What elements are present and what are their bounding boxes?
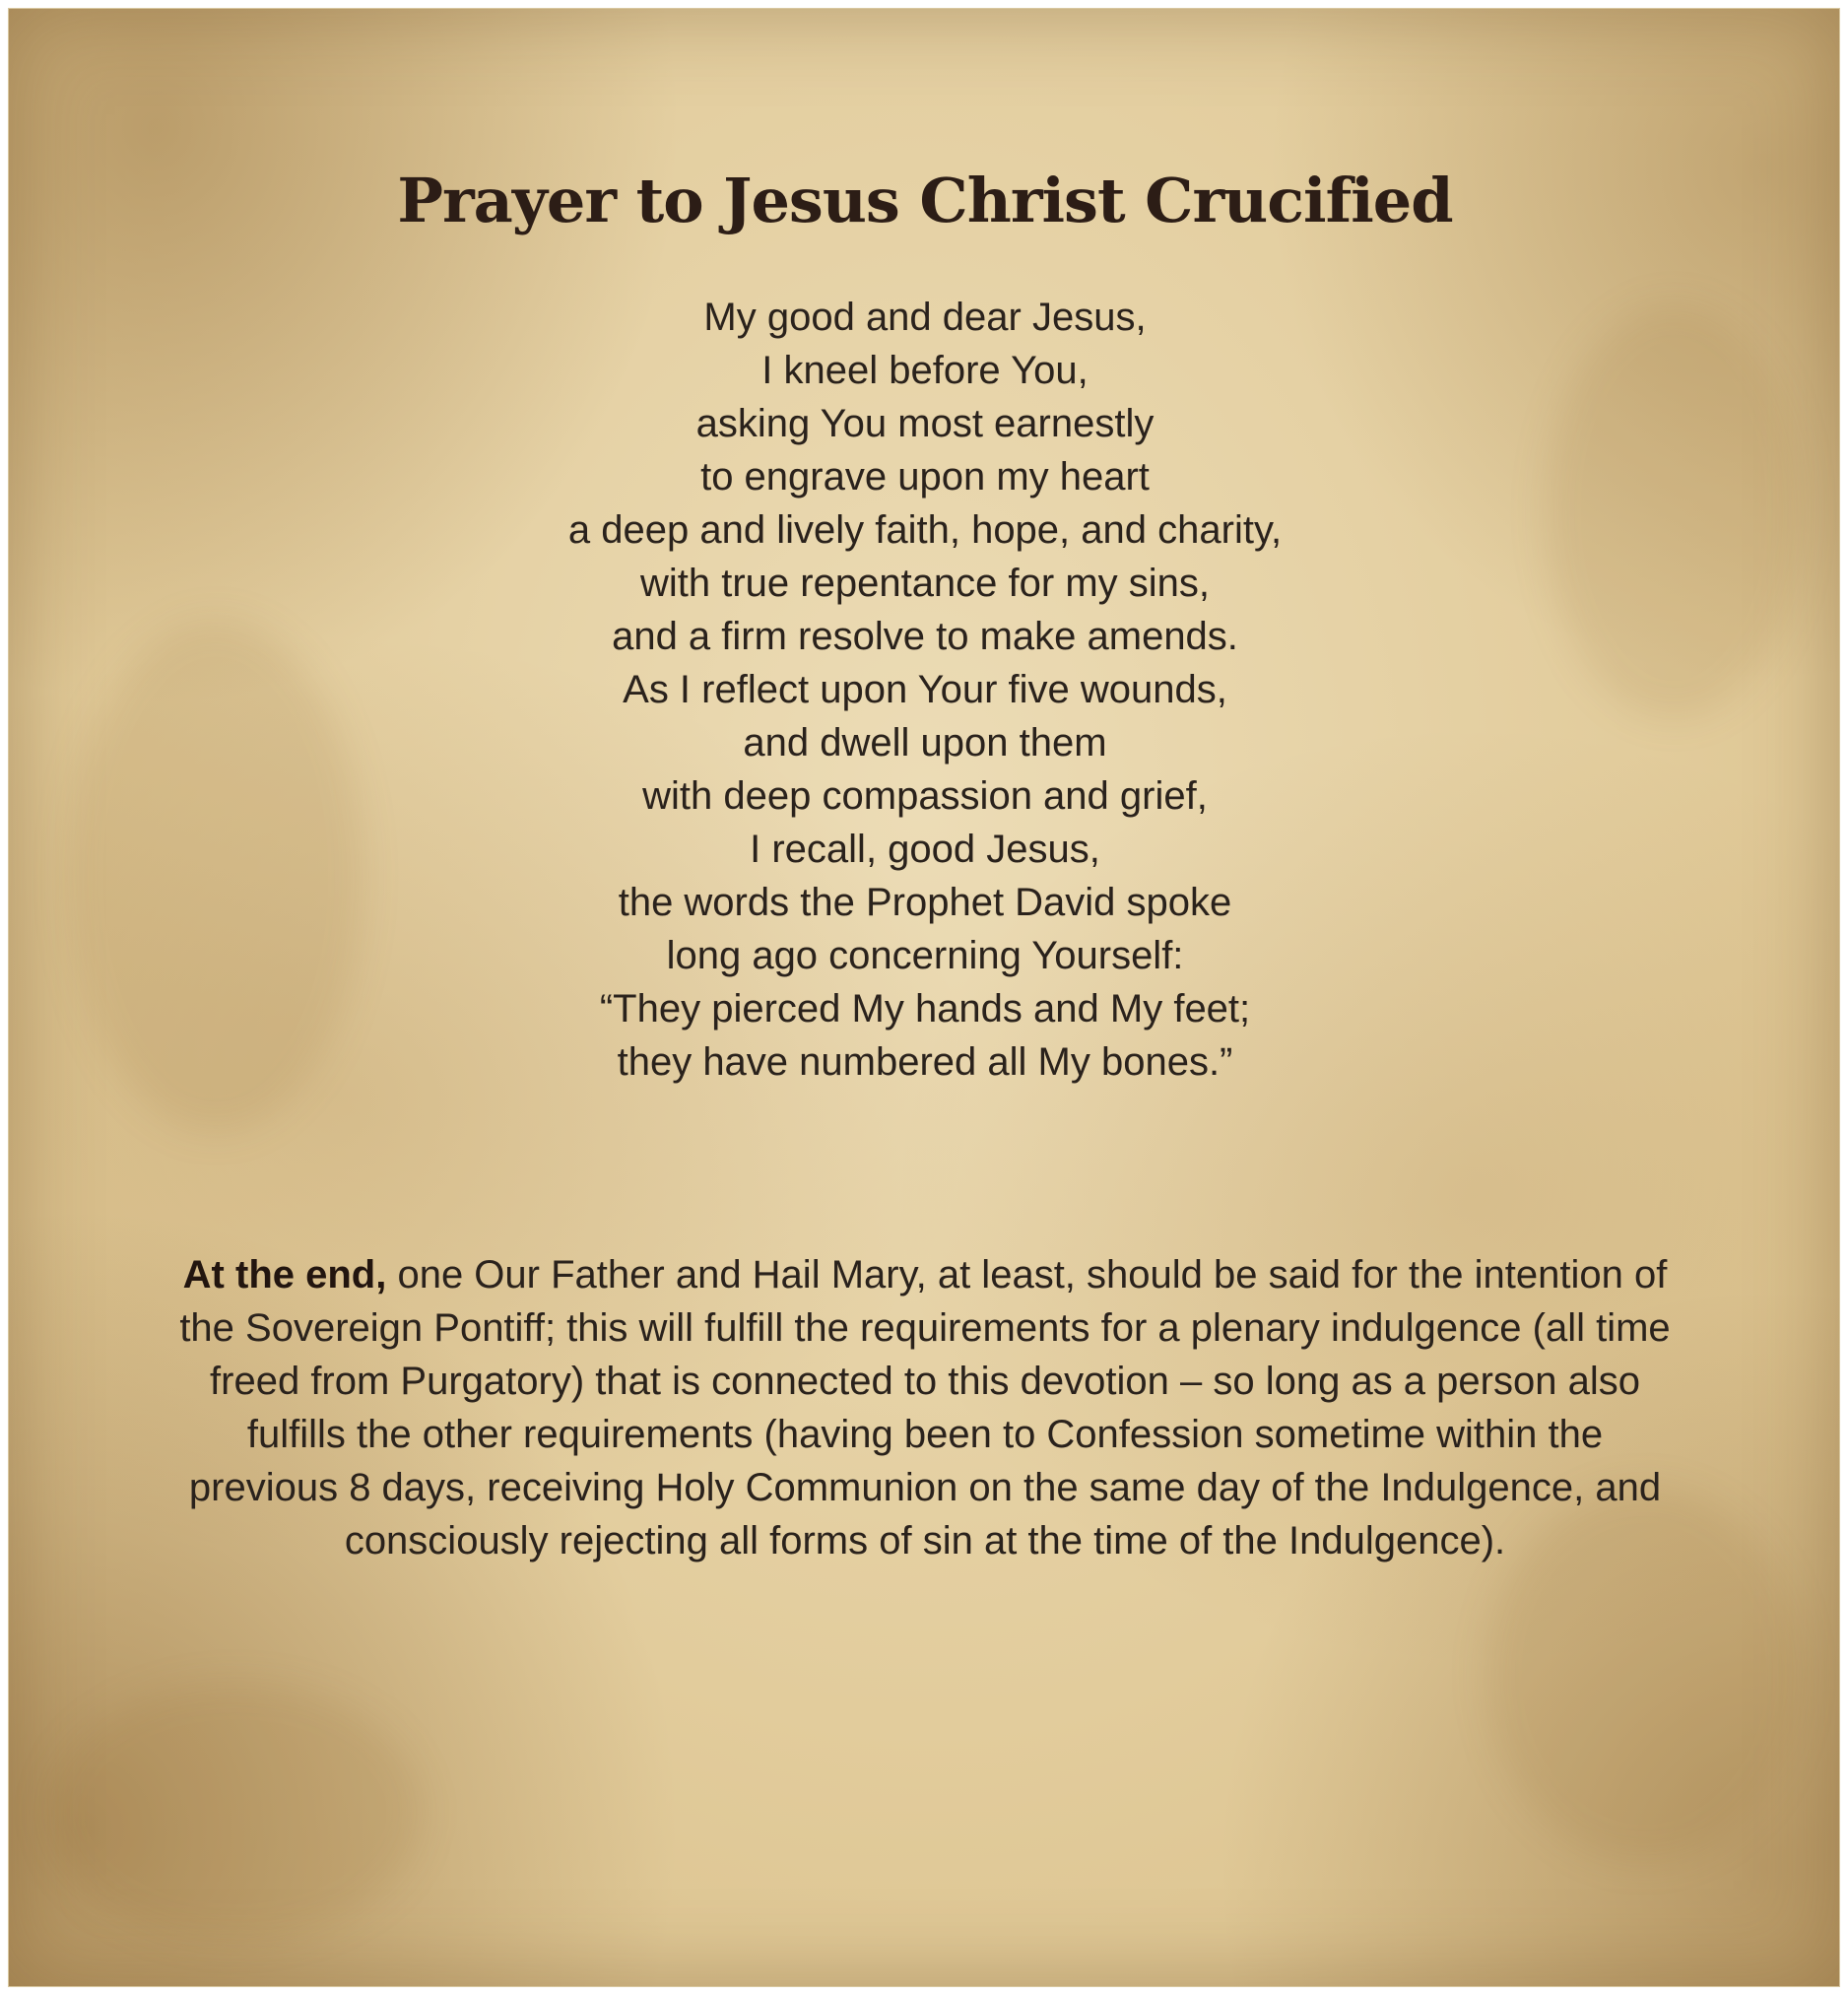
- prayer-line: long ago concerning Yourself:: [666, 934, 1184, 977]
- note-text: one Our Father and Hail Mary, at least, should be said for the intention of the Sovereign Pontiff; this will fulfill the requirements for a plenary indulgence (all time freed from Purgatory) that is connected to this devotion – so long as a person also fulfills the other requirements (having been to Confession sometime within the previous 8 days, receiving Holy Communion on the same day of the Indulgence, and consciously rejecting all forms of sin at the time of the Indulgence).: [179, 1253, 1671, 1563]
- prayer-line: and a firm resolve to make amends.: [612, 615, 1238, 658]
- prayer-line: I kneel before You,: [761, 349, 1089, 392]
- prayer-line: and dwell upon them: [743, 721, 1107, 765]
- page-title: Prayer to Jesus Christ Crucified: [397, 165, 1453, 236]
- prayer-line: they have numbered all My bones.”: [617, 1040, 1233, 1084]
- parchment-page: [8, 8, 1840, 1987]
- prayer-line: a deep and lively faith, hope, and charity,: [567, 508, 1283, 552]
- prayer-line: My good and dear Jesus,: [703, 296, 1147, 339]
- prayer-text: [9, 291, 1841, 1089]
- paper-stain: [48, 1684, 423, 1940]
- prayer-line: with true repentance for my sins,: [639, 562, 1211, 605]
- indulgence-note: [176, 1248, 1674, 1567]
- prayer-line: I recall, good Jesus,: [750, 828, 1100, 871]
- prayer-line: As I reflect upon Your five wounds,: [623, 668, 1227, 711]
- prayer-line: with deep compassion and grief,: [642, 774, 1208, 818]
- note-lead: At the end,: [182, 1253, 387, 1297]
- prayer-line: asking You most earnestly: [695, 402, 1155, 445]
- prayer-line: the words the Prophet David spoke: [618, 881, 1232, 924]
- prayer-line: “They pierced My hands and My feet;: [599, 987, 1251, 1031]
- prayer-line: to engrave upon my heart: [700, 455, 1150, 499]
